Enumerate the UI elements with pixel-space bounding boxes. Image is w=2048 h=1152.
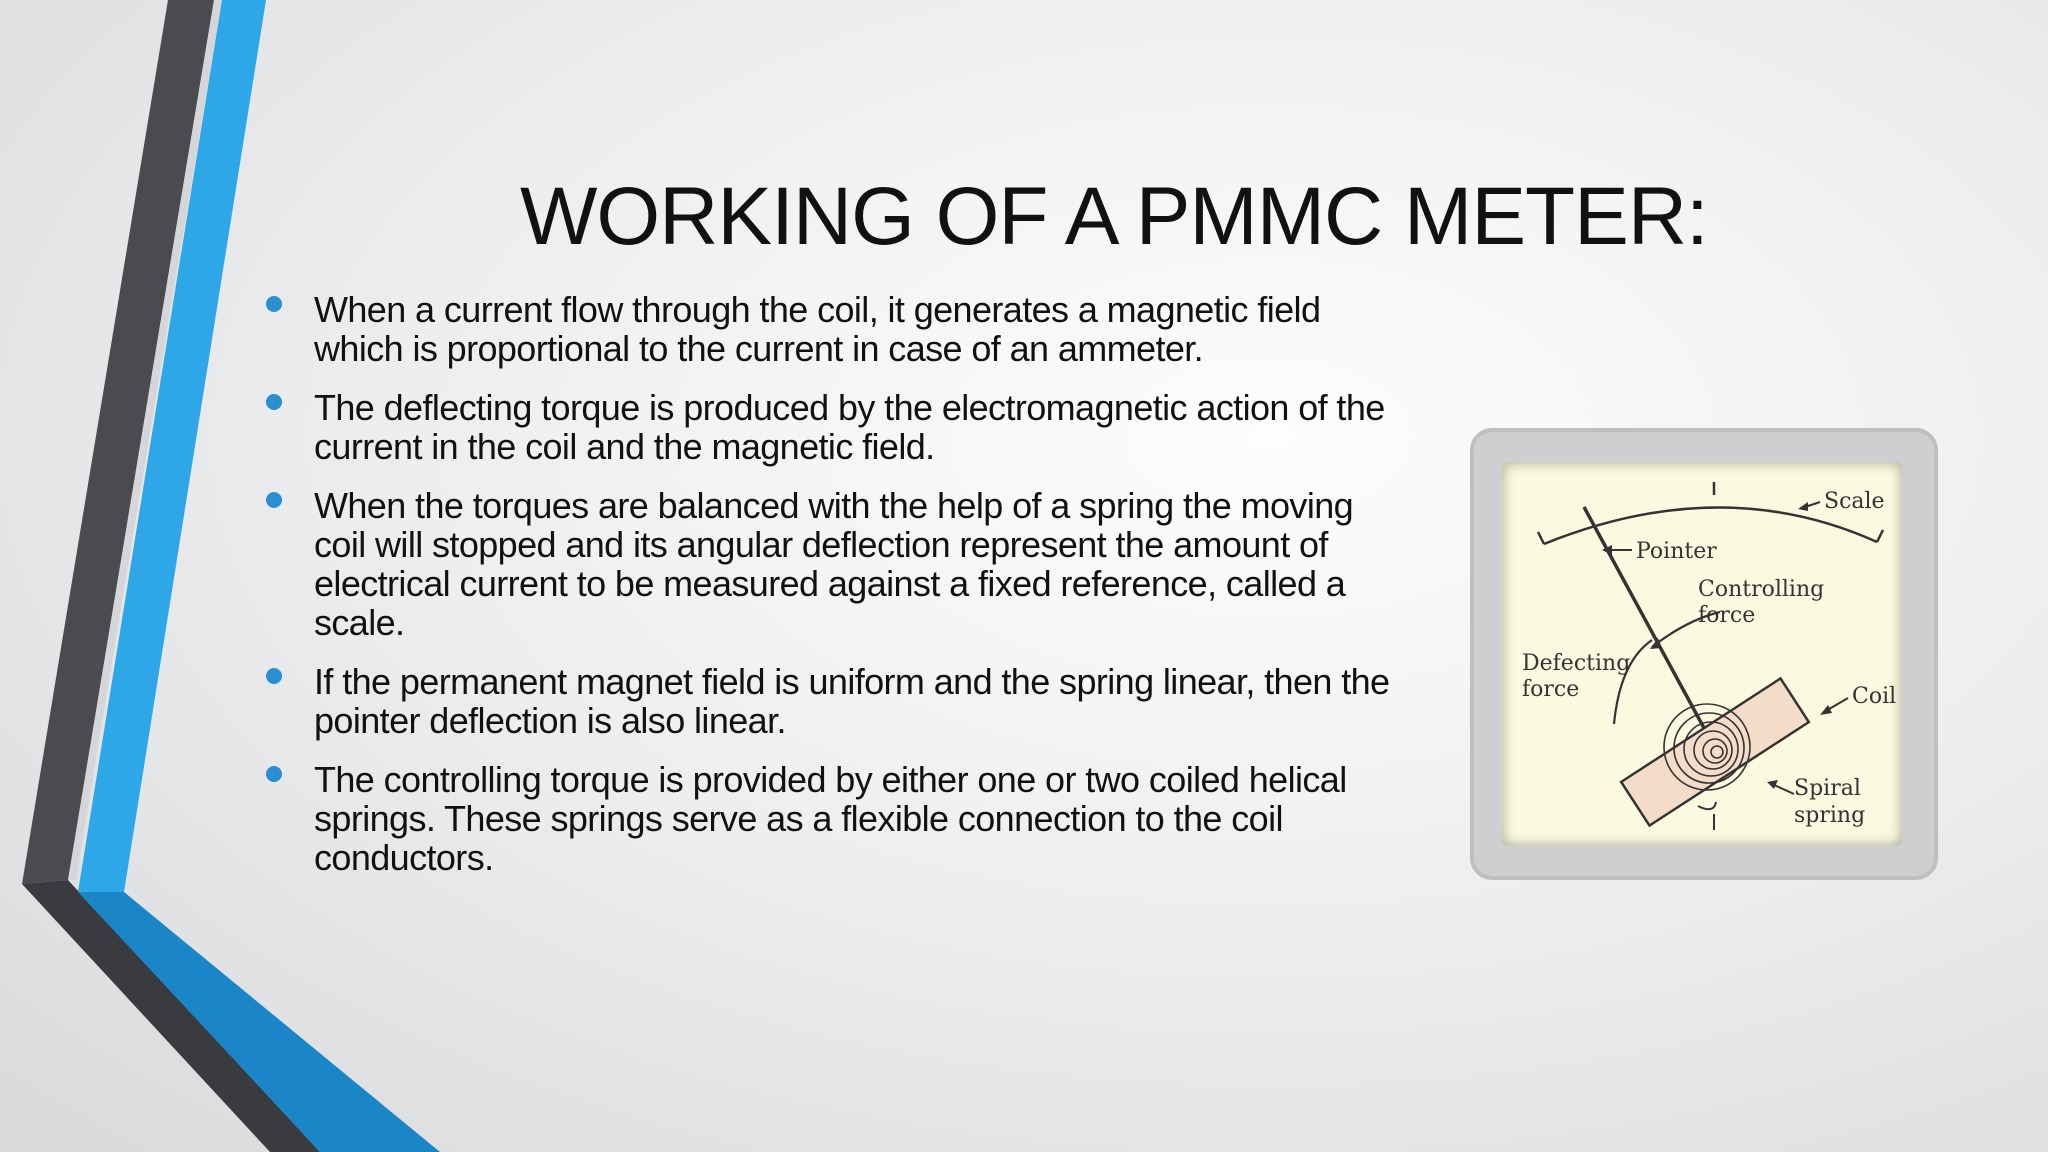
bullet-dot [266, 296, 282, 312]
scale-arrowhead [1798, 502, 1808, 511]
bullet-item [264, 760, 1414, 877]
coil-arrowhead [1820, 705, 1832, 715]
bullet-dot [266, 394, 282, 410]
bullet-text: When a current flow through the coil, it generates a magnetic field which is proportional to the current in case of an ammeter. [314, 289, 1321, 369]
label-controlling-2: force [1698, 603, 1756, 628]
scale-tick-left [1538, 532, 1544, 544]
bullet-text: If the permanent magnet field is uniform and the spring linear, then the pointer deflection is also linear. [314, 661, 1390, 741]
bullet-item [264, 290, 1414, 368]
slide-title: WORKING OF A PMMC METER: [520, 171, 1708, 262]
bullet-item [264, 388, 1414, 466]
pmmc-diagram-frame [1470, 428, 1938, 880]
label-coil: Coil [1852, 684, 1897, 709]
bullet-dot [266, 766, 282, 782]
bullet-item [264, 662, 1414, 740]
spiral-arrowhead [1767, 780, 1778, 789]
bullet-dot [266, 668, 282, 684]
pivot-curve [1698, 802, 1716, 809]
bullet-item [264, 486, 1414, 642]
scale-tick-right [1877, 530, 1883, 542]
label-spiral-2: spring [1794, 803, 1866, 828]
label-defecting-1: Defecting [1522, 651, 1631, 676]
label-spiral-1: Spiral [1794, 776, 1861, 801]
pmmc-diagram [1502, 462, 1902, 846]
bullet-text: The deflecting torque is produced by the electromagnetic action of the current in the coil and the magnetic field. [314, 387, 1385, 467]
bullet-text: When the torques are balanced with the help of a spring the moving coil will stopped and its angular deflection represent the amount of electrical current to be measured against a fixed reference, called a scale. [314, 485, 1354, 643]
label-controlling-1: Controlling [1698, 577, 1825, 602]
label-pointer: Pointer [1636, 539, 1717, 564]
bullet-text: The controlling torque is provided by either one or two coiled helical springs. These springs serve as a flexible connection to the coil conductors. [314, 759, 1347, 878]
dark-gray-lower-stripe [22, 880, 320, 1152]
label-defecting-2: force [1522, 677, 1580, 702]
bullet-list [264, 290, 1414, 897]
bullet-dot [266, 492, 282, 508]
label-scale: Scale [1824, 489, 1885, 514]
